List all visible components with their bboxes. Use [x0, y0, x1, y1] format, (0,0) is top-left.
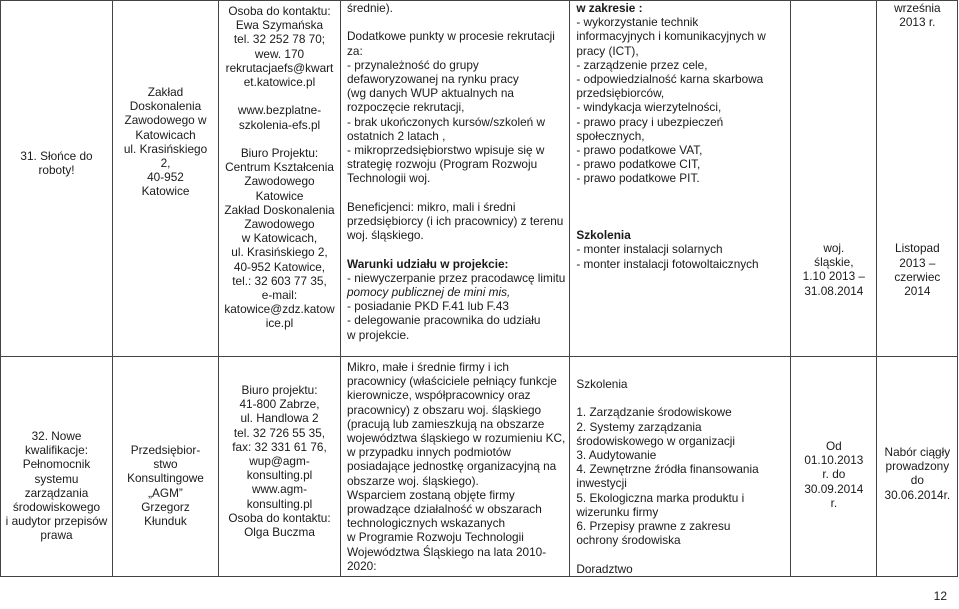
recruitment-cell [341, 1, 570, 357]
page-number: 12 [933, 589, 947, 603]
organizer: Zakład Doskonalenia Zawodowego w Katowicach ul. Krasińskiego 2, 40-952 Katowice [123, 85, 208, 199]
recruitment-period-cell [877, 357, 958, 577]
recruitment-info: średnie). Dodatkowe punkty w procesie rekrutacji za: - przynależność do grupy defaworyzowanej na rynku pracy (wg danych WUP aktualnych na rozpoczęcie rekrutacji, - brak ukończonych kursów/szkoleń w ostatnich 2 latach , - mikroprzedsiębiorstwo wpisuje się w strategię rozwoju (Program Rozwoju Technologii woj. Beneficjenci: mikro, mali i średni przedsiębiorcy (i ich pracownicy) z terenu woj. śląskiego. Warunki udziału w projekcie: - niewyczerpanie przez pracodawcę limitu pomocy publicznej de mini mis, - posiadanie PKD F.41 lub F.43 - delegowanie pracownika do udziału w projekcie. [347, 1, 566, 342]
contact-info: Osoba do kontaktu: Ewa Szymańska tel. 32 252 78 70; wew. 170 rekrutacjaefs@kwart et.katowice.pl www.bezplatne- szkolenia-efs.pl Biuro Projektu: Centrum Kształcenia Zawodowego Katowice Zakład Doskonalenia Zawodowego w Katowicach, ul. Krasińskiego 2, 40-952 Katowice, tel.: 32 603 77 35, e-mail: katowice@zdz.katow ice.pl [224, 4, 335, 331]
organizer-cell [113, 1, 219, 357]
area-period: woj. śląskie, 1.10 2013 – 31.08.2014 [802, 241, 865, 298]
recruitment-period-cell [877, 1, 958, 357]
table-row [1, 357, 958, 577]
period-cell [791, 357, 877, 577]
organizer: Przedsiębior- stwo Konsultingowe „AGM” Grzegorz Kłunduk [127, 443, 204, 529]
recruitment-period: Nabór ciągły prowadzony do 30.06.2014r. [884, 445, 951, 502]
contact-cell [219, 357, 341, 577]
participants-info: Mikro, małe i średnie firmy i ich pracownicy (właściciele pełniący funkcje kierownicze, współpracownicy oraz pracownicy) z obszaru woj. śląskiego (pracują lub zamieszkują na obszarze województwa śląskiego w rozumieniu KC, w przypadku innych podmiotów posiadające jednostkę organizacyjną na obszarze woj. śląskiego). Wsparciem zostaną objęte firmy prowadzące działalność w obszarach technologicznych wskazanych w Programie Rozwoju Technologii Województwa Śląskiego na lata 2010- 2020: [347, 360, 566, 573]
contact-cell [219, 1, 341, 357]
scope-cell [570, 1, 791, 357]
project-name: 31. Słońce do roboty! [20, 149, 93, 178]
training-info: Szkolenia 1. Zarządzanie środowiskowe 2. Systemy zarządzania środowiskowego w organizacji 3. Audytowanie 4. Zewnętrzne źródła finansowania inwestycji 5. Ekologiczna marka produktu i wizerunku firmy 6. Przepisy prawne z zakresu ochrony środowiska Doradztwo [576, 377, 759, 576]
contact-info: Biuro projektu: 41-800 Zabrze, ul. Handlowa 2 tel. 32 726 55 35, fax: 32 331 61 76, wup@agm- konsulting.pl www.agm- konsulting.pl Osoba do kontaktu: Olga Buczma [228, 383, 331, 540]
participants-cell [341, 357, 570, 577]
project-period: Od 01.10.2013 r. do 30.09.2014 r. [804, 439, 864, 510]
scope-info: w zakresie : - wykorzystanie technik informacyjnych i komunikacyjnych w pracy (ICT), - zarządzenie przez cele, - odpowiedzialność karna skarbowa przedsiębiorców, - windykacja wierzytelności, - prawo pracy i ubezpieczeń społecznych, - prawo podatkowe VAT, - prawo podatkowe CIT, - prawo podatkowe PIT. Szkolenia - monter instalacji solarnych - monter instalacji fotowoltaicznych [576, 1, 766, 271]
project-name: 32. Nowe kwalifikacje: Pełnomocnik systemu zarządzania środowiskowego i audytor przepisów prawa [5, 429, 108, 543]
recruitment-period: września 2013 r. Listopad 2013 – czerwiec 2014 [894, 1, 941, 299]
project-name-cell [1, 357, 113, 577]
organizer-cell [113, 357, 219, 577]
area-period-cell [791, 1, 877, 357]
table-row [1, 1, 958, 357]
training-cell [570, 357, 791, 577]
project-name-cell [1, 1, 113, 357]
